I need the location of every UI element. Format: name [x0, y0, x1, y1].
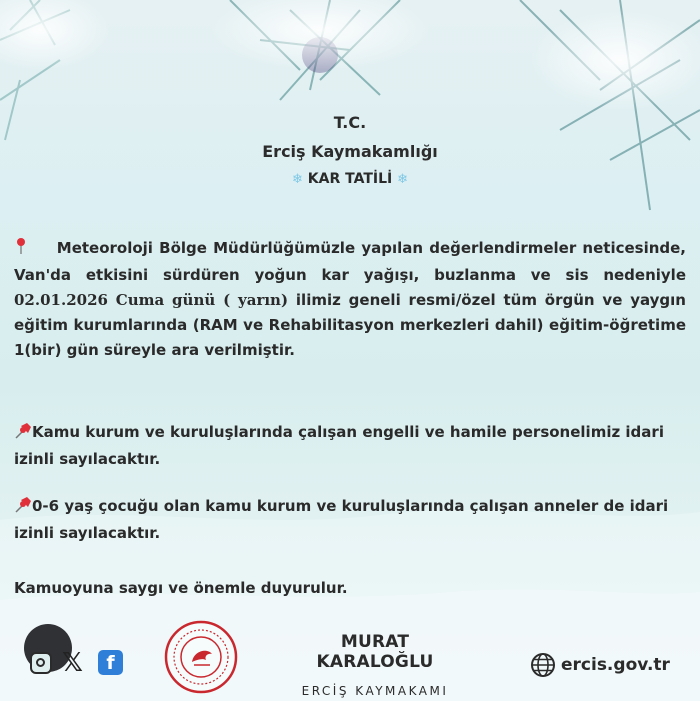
- pushpin-icon: [14, 496, 32, 521]
- website-text[interactable]: ercis.gov.tr: [561, 655, 670, 675]
- note-mothers: [14, 494, 686, 546]
- governor-name: MURAT KARALOĞLU: [316, 632, 434, 672]
- note-text: Kamu kurum ve kuruluşlarında çalışan engelli ve hamile personelimiz idari izinli sayılacaktır.: [14, 423, 664, 468]
- x-icon[interactable]: 𝕏: [62, 648, 83, 678]
- holiday-title: KAR TATİLİ: [307, 171, 393, 187]
- globe-icon: [530, 652, 556, 678]
- facebook-icon[interactable]: f: [98, 650, 123, 675]
- announcement-paragraph: [14, 236, 686, 363]
- holiday-date: 02.01.2026 Cuma günü ( yarın): [14, 291, 289, 309]
- round-pushpin-icon: [14, 237, 32, 263]
- snowflake-icon: ❄: [397, 172, 408, 187]
- note-disabled-pregnant: [14, 420, 686, 472]
- pushpin-icon: [14, 422, 32, 447]
- announcement-text-start: Meteoroloji Bölge Müdürlüğümüzle yapılan değerlendirmeler neticesinde, Van'da etkisini sürdüren yoğun kar yağışı, buzlanma ve sis nedeniyle: [14, 239, 687, 284]
- holiday-heading: [0, 171, 700, 187]
- social-links: [24, 624, 134, 684]
- announcement-text-end: ilimiz geneli resmi/özel tüm örgün ve yaygın eğitim kurumlarında (RAM ve Rehabilitasyon merkezleri dahil) eğitim-öğretime 1(bir) gün süreyle ara verilmiştir.: [14, 291, 686, 359]
- office-title: Erciş Kaymakamlığı: [262, 142, 438, 161]
- governor-signature-block: [280, 632, 470, 698]
- closing-text: Kamuoyuna saygı ve önemle duyurulur.: [14, 579, 348, 597]
- instagram-icon[interactable]: [30, 652, 52, 674]
- snowflake-icon: ❄: [292, 172, 303, 187]
- website-link[interactable]: [530, 652, 670, 678]
- governor-title: ERCİŞ KAYMAKAMI: [301, 684, 449, 698]
- header: [0, 113, 700, 187]
- state-label: T.C.: [333, 113, 367, 132]
- note-text: 0-6 yaş çocuğu olan kamu kurum ve kuruluşlarında çalışan anneler de idari izinli sayılacaktır.: [14, 497, 669, 542]
- district-seal-logo: [164, 620, 238, 694]
